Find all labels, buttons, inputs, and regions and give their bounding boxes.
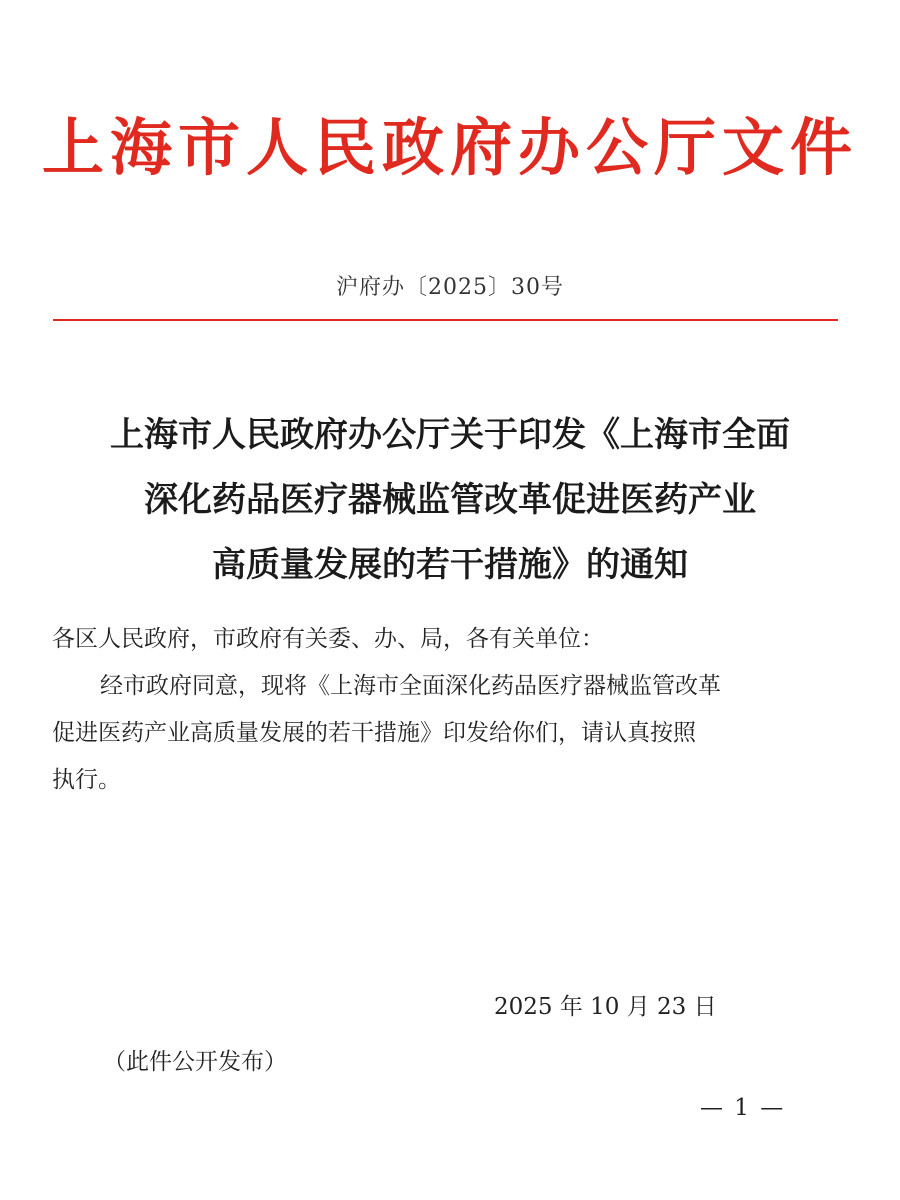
salutation: 各区人民政府，市政府有关委、办、局，各有关单位： [52, 626, 604, 652]
document-title-line: 深化药品医疗器械监管改革促进医药产业 [144, 480, 756, 520]
page-number: — 1 — [700, 1095, 786, 1121]
red-divider-line [53, 319, 838, 321]
issuer-header-title: 上海市人民政府办公厅文件 [41, 111, 858, 184]
publish-note: （此件公开发布） [103, 1049, 287, 1075]
document-title [60, 403, 840, 598]
document-title-line: 高质量发展的若干措施》的通知 [212, 545, 688, 585]
issue-date: 2025 年 10 月 23 日 [494, 994, 717, 1020]
body-paragraph-line: 促进医药产业高质量发展的若干措施》印发给你们，请认真按照 [52, 720, 696, 746]
document-number: 沪府办〔2025〕30号 [336, 275, 564, 300]
document-title-line: 上海市人民政府办公厅关于印发《上海市全面 [110, 415, 790, 455]
document-body [52, 616, 848, 804]
body-paragraph-line: 执行。 [52, 767, 121, 793]
body-paragraph-line: 经市政府同意，现将《上海市全面深化药品医疗器械监管改革 [100, 673, 721, 699]
